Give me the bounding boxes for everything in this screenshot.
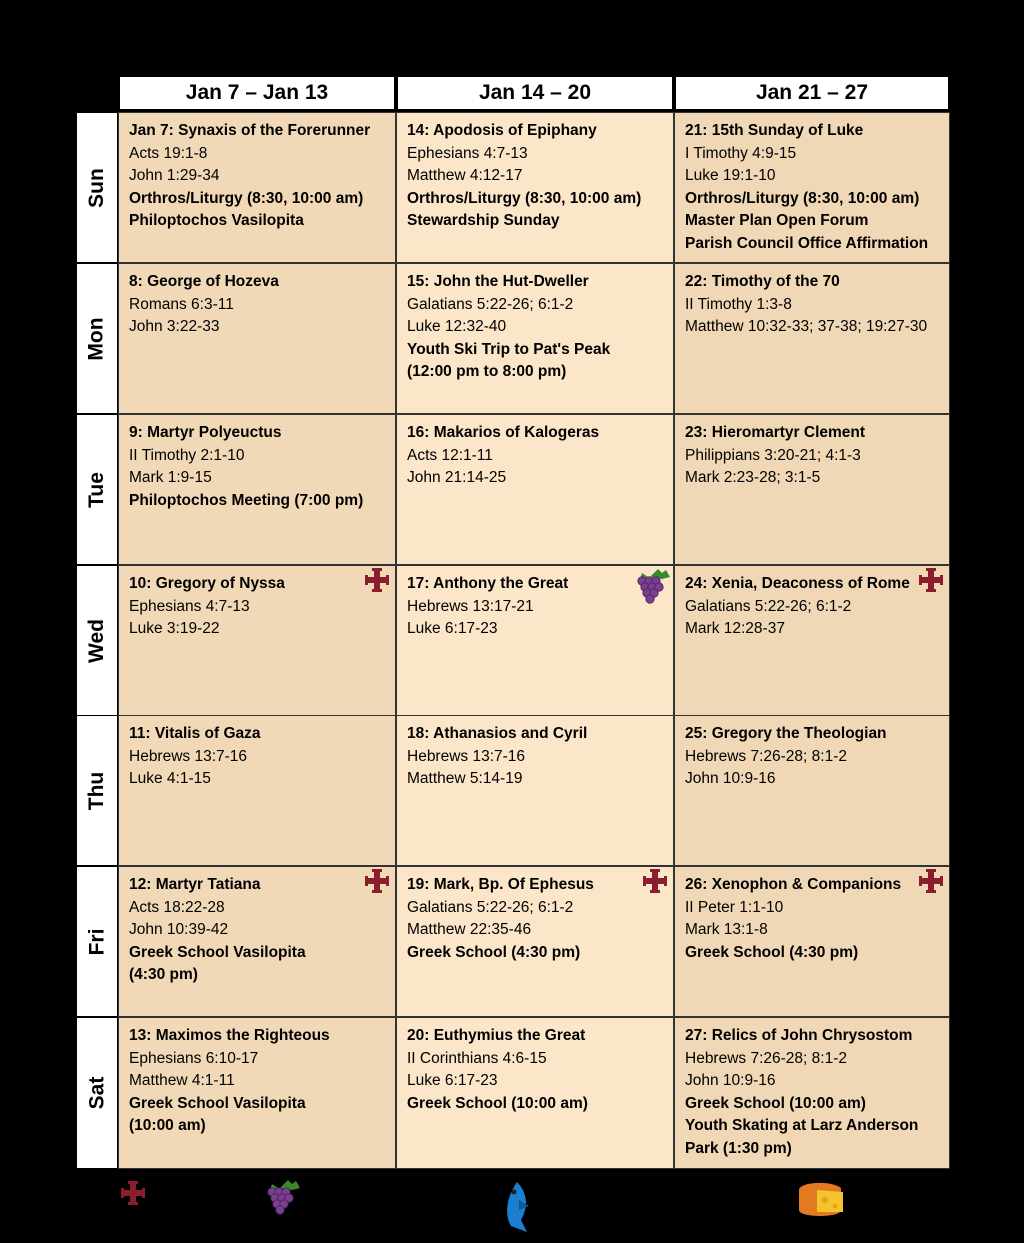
cross-icon [642,868,668,899]
reading-line: Mark 13:1-8 [685,921,768,938]
reading-line: John 10:9-16 [685,770,776,787]
reading-line: Matthew 4:12-17 [407,167,523,184]
reading-line: Luke 19:1-10 [685,167,776,184]
event-line: Youth Ski Trip to Pat's Peak [407,340,611,358]
reading-line: Ephesians 6:10-17 [129,1049,259,1067]
event-line: Greek School Vasilopita [129,943,306,961]
reading-line: I Timothy 4:9-15 [685,144,797,162]
reading-line: Luke 12:32-40 [407,318,507,335]
day-name: Thu [84,771,108,810]
feast-title: 20: Euthymius the Great [407,1027,586,1044]
day-cell [396,263,674,414]
day-cell [396,112,674,263]
reading-line: Ephesians 4:7-13 [129,597,250,615]
row-label-sun [76,112,118,263]
row-label-wed [76,565,118,716]
reading-line: John 1:29-34 [129,167,220,184]
reading-line: Hebrews 13:7-16 [129,747,248,765]
day-cell [674,263,950,414]
feast-title: 15: John the Hut-Dweller [407,273,589,290]
feast-title: 9: Martyr Polyeuctus [129,424,282,441]
feast-title: 11: Vitalis of Gaza [129,725,261,742]
event-line: Greek School (10:00 am) [407,1094,588,1112]
event-line: Greek School (10:00 am) [685,1094,866,1112]
reading-line: Luke 6:17-23 [407,620,498,637]
feast-title: 13: Maximos the Righteous [129,1027,330,1044]
reading-line: Galatians 5:22-26; 6:1-2 [685,597,852,615]
reading-line: Ephesians 4:7-13 [407,144,528,162]
day-name: Mon [85,316,108,361]
day-cell [396,866,674,1017]
event-line: Philoptochos Meeting (7:00 pm) [129,491,364,509]
row-label-thu [76,715,118,866]
reading-line: Hebrews 13:7-16 [407,747,526,765]
event-line: Orthros/Liturgy (8:30, 10:00 am) [407,189,642,207]
day-name: Fri [85,928,108,955]
day-cell [674,565,950,716]
feast-title: 10: Gregory of Nyssa [129,575,285,592]
feast-title: 16: Makarios of Kalogeras [407,424,600,441]
day-cell [118,1017,396,1169]
event-line: Master Plan Open Forum [685,212,869,229]
reading-line: Philippians 3:20-21; 4:1-3 [685,446,861,464]
cross-icon [364,567,390,598]
reading-line: II Timothy 1:3-8 [685,295,792,313]
event-line: (10:00 am) [129,1117,206,1134]
feast-title: 27: Relics of John Chrysostom [685,1027,913,1044]
day-cell [396,414,674,565]
day-cell [118,866,396,1017]
event-line: (4:30 pm) [129,966,198,983]
column-header-3: Jan 21 – 27 [674,75,950,111]
feast-title: 22: Timothy of the 70 [685,273,840,290]
reading-line: II Corinthians 4:6-15 [407,1049,547,1067]
grapes-icon [632,567,672,614]
day-name: Sat [85,1076,108,1110]
cross-icon [364,868,390,899]
day-cell [118,414,396,565]
day-cell [674,112,950,263]
reading-line: II Timothy 2:1-10 [129,446,245,464]
day-cell [674,1017,950,1169]
cheese-icon [795,1178,847,1225]
reading-line: Luke 3:19-22 [129,620,220,637]
day-cell [396,1017,674,1169]
fish-icon [497,1180,537,1241]
feast-title: 25: Gregory the Theologian [685,725,887,742]
day-cell [674,414,950,565]
feast-title: Jan 7: Synaxis of the Forerunner [129,122,371,139]
reading-line: Acts 12:1-11 [407,446,493,464]
day-cell [396,715,674,866]
day-cell [118,565,396,716]
feast-title: 8: George of Hozeva [129,273,279,290]
reading-line: Galatians 5:22-26; 6:1-2 [407,898,574,916]
reading-line: John 10:9-16 [685,1072,776,1089]
reading-line: Luke 4:1-15 [129,770,211,787]
column-header-2: Jan 14 – 20 [396,75,674,111]
event-line: Greek School (4:30 pm) [685,943,859,961]
reading-line: Acts 18:22-28 [129,898,225,916]
feast-title: 24: Xenia, Deaconess of Rome [685,575,910,592]
row-label-fri [76,866,118,1017]
day-name: Tue [85,471,108,508]
day-cell [674,866,950,1017]
reading-line: John 21:14-25 [407,469,507,486]
feast-title: 12: Martyr Tatiana [129,876,261,893]
event-line: Stewardship Sunday [407,212,560,229]
reading-line: Acts 19:1-8 [129,144,208,162]
reading-line: Mark 12:28-37 [685,620,785,637]
event-line: Parish Council Office Affirmation [685,234,929,252]
event-line: (12:00 pm to 8:00 pm) [407,363,567,380]
event-line: Greek School (4:30 pm) [407,943,581,961]
event-line: Park (1:30 pm) [685,1139,792,1157]
reading-line: Hebrews 7:26-28; 8:1-2 [685,747,847,765]
day-cell [674,715,950,866]
cross-icon [120,1180,146,1211]
feast-title: 21: 15th Sunday of Luke [685,122,864,139]
reading-line: II Peter 1:1-10 [685,898,784,916]
day-name: Wed [85,618,109,663]
event-line: Philoptochos Vasilopita [129,212,304,229]
feast-title: 23: Hieromartyr Clement [685,424,866,441]
feast-title: 14: Apodosis of Epiphany [407,122,597,139]
feast-title: 26: Xenophon & Companions [685,876,902,893]
reading-line: Matthew 5:14-19 [407,770,523,787]
reading-line: Mark 1:9-15 [129,469,212,486]
row-label-sat [76,1017,118,1169]
event-line: Orthros/Liturgy (8:30, 10:00 am) [129,189,364,207]
event-line: Greek School Vasilopita [129,1094,306,1112]
event-line: Orthros/Liturgy (8:30, 10:00 am) [685,189,920,207]
reading-line: Matthew 4:1-11 [129,1072,235,1089]
day-cell [118,715,396,866]
reading-line: Romans 6:3-11 [129,295,234,313]
row-label-mon [76,263,118,414]
cross-icon [918,567,944,598]
day-name: Sun [84,167,108,208]
column-header-1: Jan 7 – Jan 13 [118,75,396,111]
grapes-icon [262,1178,302,1225]
reading-line: John 3:22-33 [129,318,220,335]
row-label-tue [76,414,118,565]
reading-line: Hebrews 7:26-28; 8:1-2 [685,1049,847,1067]
feast-title: 18: Athanasios and Cyril [407,725,588,742]
reading-line: Matthew 10:32-33; 37-38; 19:27-30 [685,318,928,335]
reading-line: Mark 2:23-28; 3:1-5 [685,469,821,486]
reading-line: John 10:39-42 [129,921,229,938]
feast-title: 17: Anthony the Great [407,575,569,592]
feast-title: 19: Mark, Bp. Of Ephesus [407,876,594,893]
reading-line: Hebrews 13:17-21 [407,597,534,615]
reading-line: Luke 6:17-23 [407,1072,498,1089]
reading-line: Galatians 5:22-26; 6:1-2 [407,295,574,313]
reading-line: Matthew 22:35-46 [407,921,532,938]
cross-icon [918,868,944,899]
day-cell [118,112,396,263]
event-line: Youth Skating at Larz Anderson [685,1117,919,1134]
day-cell [118,263,396,414]
